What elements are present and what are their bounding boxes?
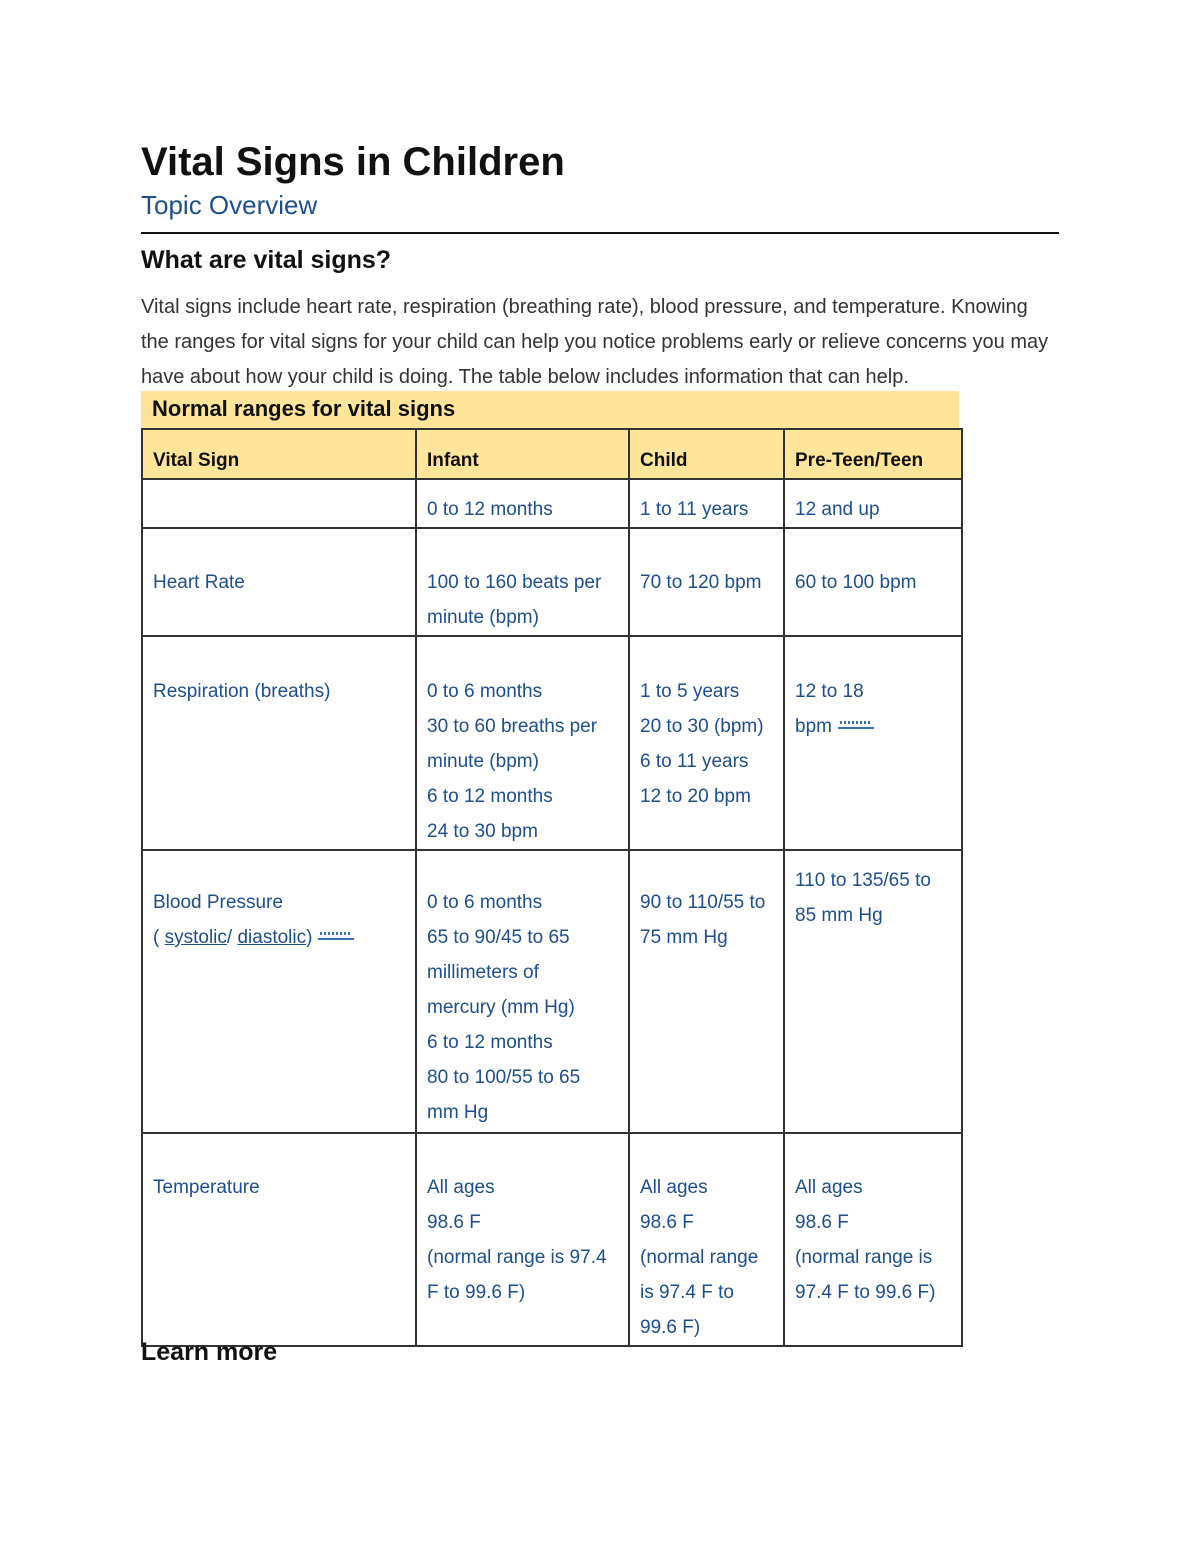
table-caption-text: Normal ranges for vital signs	[152, 396, 456, 421]
table-row-respiration	[142, 636, 962, 850]
cell-heart-rate-infant	[416, 528, 629, 636]
cell-line: is 97.4 F to	[640, 1282, 734, 1303]
cell-temperature-child	[629, 1133, 784, 1346]
cell-temperature-teen	[784, 1133, 962, 1346]
cell-line: 75 mm Hg	[640, 927, 728, 948]
diastolic-link[interactable]: diastolic	[237, 927, 307, 948]
cell-line: minute (bpm)	[427, 607, 539, 628]
cell-line: 90 to 110/55 to	[640, 892, 766, 913]
page-subtitle: Topic Overview	[141, 190, 318, 220]
intro-paragraph: Vital signs include heart rate, respiration (breathing rate), blood pressure, and temperature. Knowing the ranges for vital signs for your child can help you notice problems early or relieve concerns you may have about how your child is doing. The table below includes information that can help.	[141, 296, 1049, 388]
cell-respiration-infant	[416, 636, 629, 850]
vital-signs-table	[141, 428, 963, 1347]
cell-line: 97.4 F to 99.6 F)	[795, 1282, 936, 1303]
table-row-heart-rate	[142, 528, 962, 636]
cell-line: minute (bpm)	[427, 751, 539, 772]
header-vital-sign: Vital Sign	[142, 429, 416, 479]
cell-line: 98.6 F	[427, 1212, 481, 1233]
cell-line: 0 to 6 months	[427, 892, 543, 913]
cell-line-text: bpm	[795, 716, 832, 737]
cell-blood-pressure-teen	[784, 850, 962, 1133]
cell-line: 98.6 F	[640, 1212, 694, 1233]
cell-blood-pressure-child	[629, 850, 784, 1133]
cell-line: 70 to 120 bpm	[640, 572, 762, 593]
cell-respiration-teen	[784, 636, 962, 850]
systolic-link[interactable]: systolic	[164, 927, 227, 948]
blood-pressure-sublabel	[153, 920, 405, 955]
cell-line: 6 to 12 months	[427, 786, 553, 807]
table-row-temperature	[142, 1133, 962, 1346]
cell-line: (normal range	[640, 1247, 759, 1268]
cell-temperature-infant	[416, 1133, 629, 1346]
cell-teen-age: 12 and up	[784, 479, 962, 528]
cell-line: 6 to 11 years	[640, 751, 749, 772]
cell-line: All ages	[427, 1177, 495, 1198]
reference-icon[interactable]	[838, 719, 874, 729]
cell-heart-rate-teen	[784, 528, 962, 636]
header-child: Child	[629, 429, 784, 479]
cell-infant-age: 0 to 12 months	[416, 479, 629, 528]
cell-line: F to 99.6 F)	[427, 1282, 526, 1303]
paren-open: (	[153, 927, 165, 948]
cell-blood-pressure-infant	[416, 850, 629, 1133]
cell-temperature-label	[142, 1133, 416, 1346]
cell-line: 12 to 20 bpm	[640, 786, 751, 807]
cell-respiration-label	[142, 636, 416, 850]
reference-icon[interactable]	[318, 930, 354, 940]
cell-line: 1 to 5 years	[640, 681, 740, 702]
cell-line: (normal range is	[795, 1247, 933, 1268]
cell-line: millimeters of	[427, 962, 539, 983]
header-infant: Infant	[416, 429, 629, 479]
cell-line-with-ref	[795, 709, 951, 744]
cell-line: All ages	[795, 1177, 863, 1198]
slash: /	[226, 927, 238, 948]
cell-line: (normal range is 97.4	[427, 1247, 607, 1268]
cell-line: 99.6 F)	[640, 1317, 701, 1338]
temperature-label: Temperature	[153, 1177, 260, 1198]
cell-line: 100 to 160 beats per	[427, 572, 602, 593]
cell-line: All ages	[640, 1177, 708, 1198]
cell-line: 98.6 F	[795, 1212, 849, 1233]
blood-pressure-label: Blood Pressure	[153, 892, 283, 913]
cell-line: mm Hg	[427, 1102, 489, 1123]
cell-heart-rate-label	[142, 528, 416, 636]
heart-rate-label: Heart Rate	[153, 572, 245, 593]
cell-child-age: 1 to 11 years	[629, 479, 784, 528]
cell-respiration-child	[629, 636, 784, 850]
paren-close: )	[306, 927, 313, 948]
cell-line: 65 to 90/45 to 65	[427, 927, 570, 948]
title-divider	[141, 232, 1059, 234]
table-row-blood-pressure	[142, 850, 962, 1133]
cell-line: 60 to 100 bpm	[795, 572, 917, 593]
cell-line: 24 to 30 bpm	[427, 821, 538, 842]
cell-heart-rate-child	[629, 528, 784, 636]
table-row-ages	[142, 479, 962, 528]
page-title: Vital Signs in Children	[141, 140, 565, 184]
cell-line: 0 to 6 months	[427, 681, 543, 702]
table-caption	[141, 391, 959, 428]
section-heading: What are vital signs?	[141, 246, 392, 274]
respiration-label: Respiration (breaths)	[153, 681, 331, 702]
cell-line: 110 to 135/65 to	[795, 870, 931, 891]
header-teen: Pre-Teen/Teen	[784, 429, 962, 479]
cell-empty	[142, 479, 416, 528]
cell-line: 12 to 18	[795, 681, 864, 702]
cell-line: 20 to 30 (bpm)	[640, 716, 764, 737]
learn-more-heading: Learn more	[141, 1338, 278, 1366]
cell-line: mercury (mm Hg)	[427, 997, 575, 1018]
cell-line: 80 to 100/55 to 65	[427, 1067, 581, 1088]
table-header-row	[142, 429, 962, 479]
cell-blood-pressure-label	[142, 850, 416, 1133]
cell-line: 6 to 12 months	[427, 1032, 553, 1053]
cell-line: 30 to 60 breaths per	[427, 716, 598, 737]
cell-line: 85 mm Hg	[795, 905, 883, 926]
